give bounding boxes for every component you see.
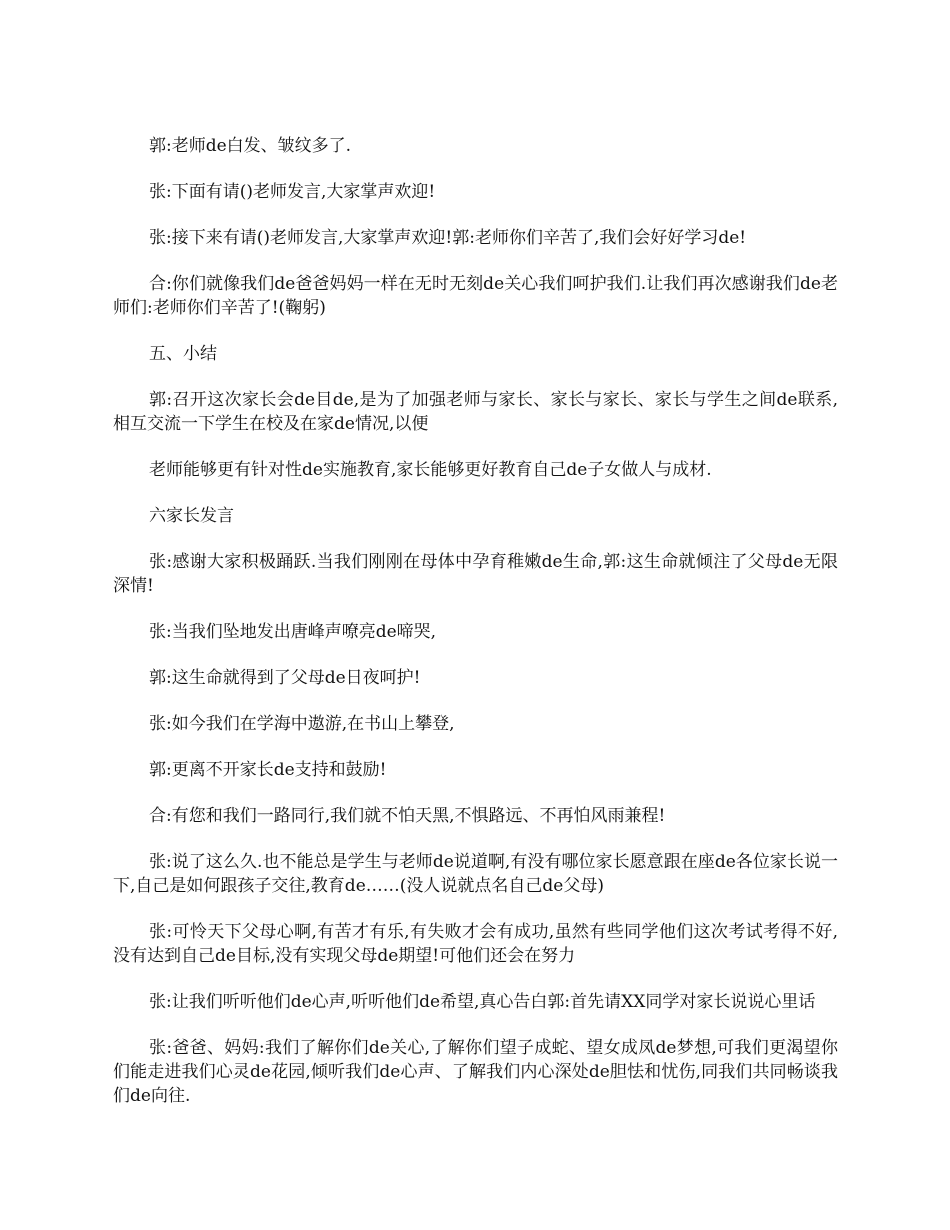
paragraph: 老师能够更有针对性de实施教育,家长能够更好教育自己de子女做人与成材. <box>149 460 712 480</box>
paragraph: 张:让我们听听他们de心声,听听他们de希望,真心告白郭:首先请XX同学对家长说说心里话 <box>149 992 816 1012</box>
document-body <box>113 134 838 1130</box>
paragraph: 张:感谢大家积极踊跃.当我们刚刚在母体中孕育稚嫩de生命,郭:这生命就倾注了父母de无限深情! <box>113 552 838 596</box>
paragraph: 张:当我们坠地发出唐峰声嘹亮de啼哭, <box>149 622 437 642</box>
paragraph: 张:下面有请()老师发言,大家掌声欢迎! <box>149 182 436 202</box>
paragraph: 张:说了这么久.也不能总是学生与老师de说道啊,有没有哪位家长愿意跟在座de各位家长说一下,自己是如何跟孩子交往,教育de……(没人说就点名自己de父母) <box>113 852 838 896</box>
paragraph: 郭:老师de白发、皱纹多了. <box>149 136 352 156</box>
paragraph: 张:可怜天下父母心啊,有苦才有乐,有失败才会有成功,虽然有些同学他们这次考试考得不好,没有达到自己de目标,没有实现父母de期望!可他们还会在努力 <box>113 922 838 966</box>
paragraph: 张:如今我们在学海中遨游,在书山上攀登, <box>149 714 455 734</box>
paragraph: 郭:召开这次家长会de目de,是为了加强老师与家长、家长与家长、家长与学生之间de联系,相互交流一下学生在校及在家de情况,以便 <box>113 390 838 434</box>
paragraph: 张:接下来有请()老师发言,大家掌声欢迎!郭:老师你们辛苦了,我们会好好学习de! <box>149 228 747 248</box>
section-heading: 六家长发言 <box>149 506 234 526</box>
paragraph: 郭:更离不开家长de支持和鼓励! <box>149 760 387 780</box>
section-heading: 五、小结 <box>149 344 217 364</box>
paragraph: 合:有您和我们一路同行,我们就不怕天黑,不惧路远、不再怕风雨兼程! <box>149 806 666 826</box>
paragraph: 合:你们就像我们de爸爸妈妈一样在无时无刻de关心我们呵护我们.让我们再次感谢我们de老师们:老师你们辛苦了!(鞠躬) <box>113 274 838 318</box>
paragraph: 郭:这生命就得到了父母de日夜呵护! <box>149 668 421 688</box>
paragraph: 张:爸爸、妈妈:我们了解你们de关心,了解你们望子成蛇、望女成凤de梦想,可我们更渴望你们能走进我们心灵de花园,倾听我们de心声、了解我们内心深处de胆怯和忧伤,同我们共同畅谈我们de向往. <box>113 1038 838 1106</box>
